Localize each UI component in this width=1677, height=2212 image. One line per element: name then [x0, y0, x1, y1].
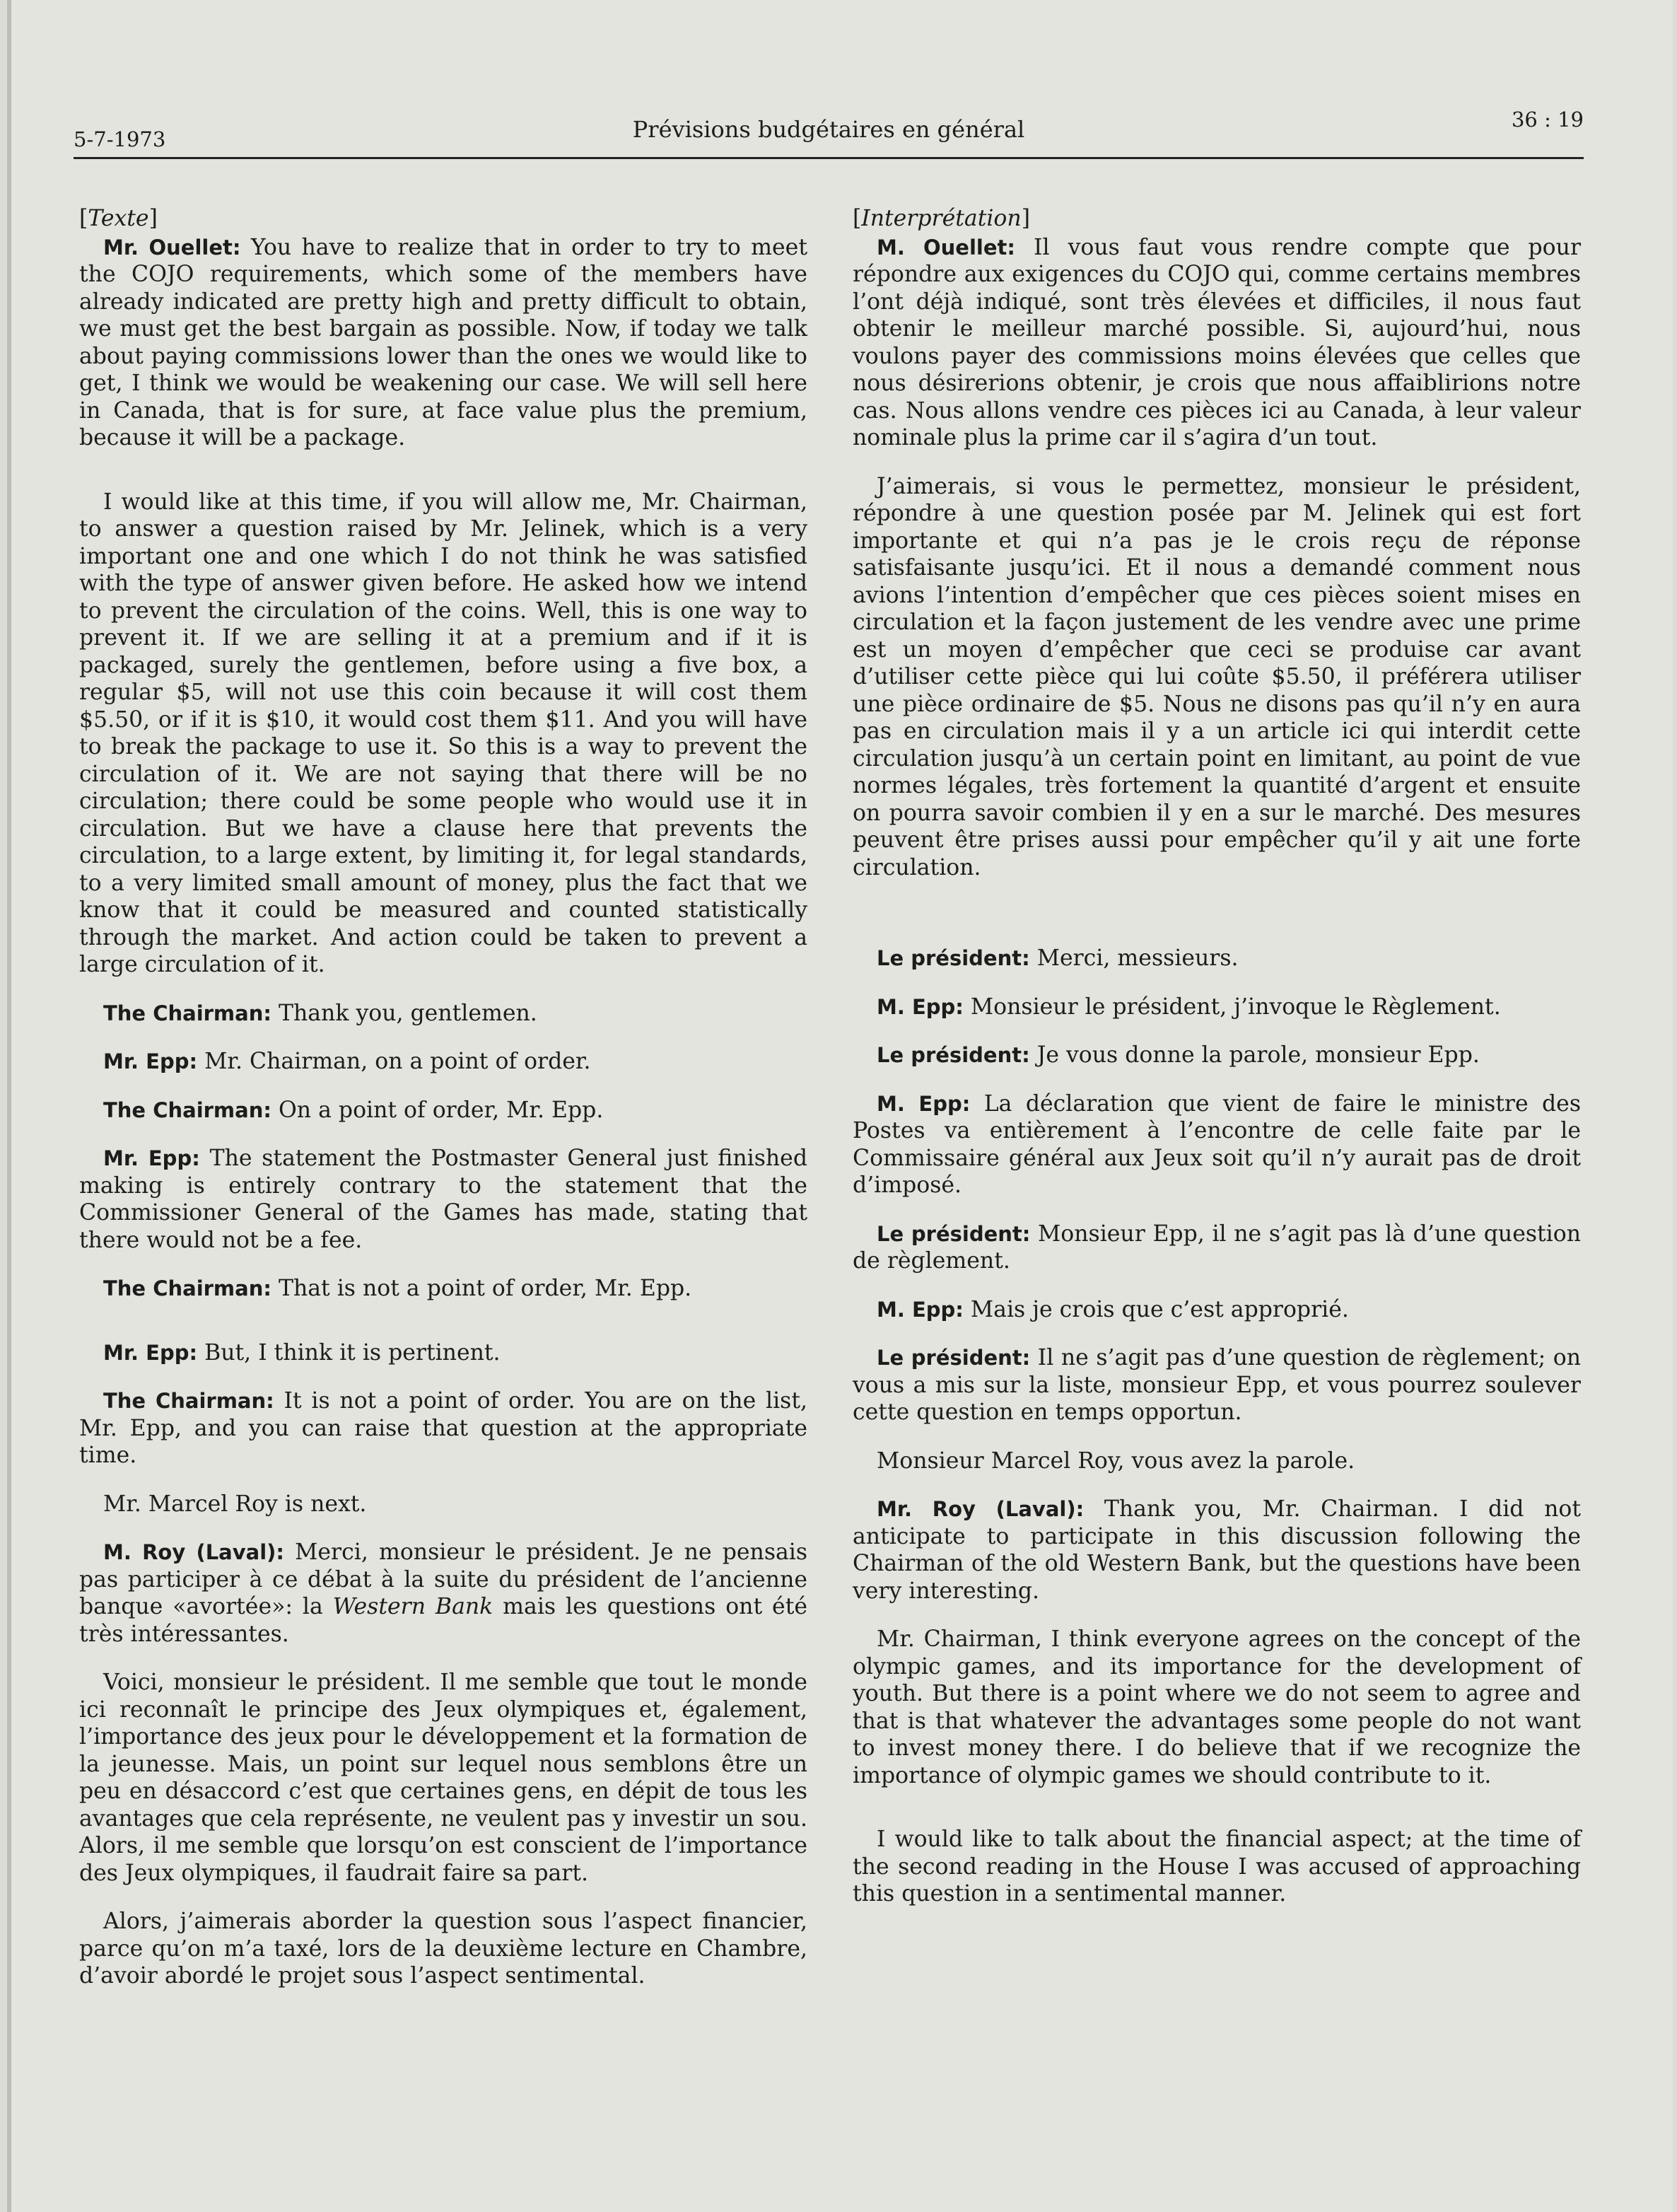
speaker-label: M. Ouellet: [877, 235, 1015, 260]
speaker-label: Le président: [877, 1221, 1031, 1246]
paragraph: J’aimerais, si vous le permettez, monsieur le président, répondre à une question posée par M. Jelinek qui est fort importante et qui n’a pas je le crois reçu de réponse satisfaisante jusqu’ici. Et il nous a demandé comment nous avions l’intention d’empêcher que ces pièces soient mises en circulation et la façon justement de les vendre avec une prime est un moyen d’empêcher que ceci se produise car avant d’utiliser cette pièce qui lui coûte $5.50, il préférera utiliser une pièce ordinaire de $5. Nous ne disons pas qu’il n’y en aura pas en circulation mais il y a un article ici qui interdit cette circulation jusqu’à un certain point en limitant, au point de vue normes légales, très fortement la quantité d’argent et ensuite on pourra savoir combien il y en a sur le marché. Des mesures peuvent être prises aussi pour empêcher qu’il y ait une forte circulation. [853, 473, 1581, 880]
paragraph: Le président: Il ne s’agit pas d’une question de règlement; on vous a mis sur la liste, monsieur Epp, et vous pourrez soulever cette question en temps opportun. [853, 1345, 1581, 1425]
column-tag: [Texte] [79, 206, 158, 231]
paragraph: Mr. Ouellet: You have to realize that in order to try to meet the COJO requirements, which some of the members have already indicated are pretty high and pretty difficult to obtain, we must get the best bargain as possible. Now, if today we talk about paying commissions lower than the ones we would like to get, I think we would be weakening our case. We will sell here in Canada, that is for sure, at face value plus the premium, because it will be a package. [79, 234, 807, 450]
paragraph: M. Epp: Monsieur le président, j’invoque le Règlement. [877, 994, 1501, 1020]
speaker-label: Mr. Ouellet: [103, 235, 241, 260]
paragraph: Mr. Chairman, I think everyone agrees on the concept of the olympic games, and its importance for the development of youth. But there is a point where we do not seem to agree and that is that whatever the advantages some people do not want to invest money there. I do believe that if we recognize the importance of olympic games we should contribute to it. [853, 1626, 1581, 1788]
paragraph: M. Ouellet: Il vous faut vous rendre compte que pour répondre aux exigences du COJO qui, comme certains membres l’ont déjà indiqué, sont très élevées et difficiles, il nous faut obtenir le meilleur marché possible. Si, aujourd’hui, nous voulons payer des commissions moins élevées que celles que nous désirerions obtenir, je crois que nous affaiblirions notre cas. Nous allons vendre ces pièces ici au Canada, à leur valeur nominale plus la prime car il s’agira d’un tout. [853, 234, 1581, 450]
paragraph: Mr. Epp: Mr. Chairman, on a point of order. [103, 1049, 591, 1074]
paragraph: Mr. Marcel Roy is next. [103, 1491, 367, 1517]
speaker-label: The Chairman: [103, 1098, 271, 1122]
speaker-label: Mr. Epp: [103, 1146, 200, 1170]
speaker-label: M. Epp: [877, 1091, 971, 1116]
header-page-number: 36 : 19 [1511, 107, 1584, 132]
speaker-label: The Chairman: [103, 1389, 274, 1413]
speaker-label: The Chairman: [103, 1001, 271, 1025]
paragraph: I would like at this time, if you will allow me, Mr. Chairman, to answer a question raised by Mr. Jelinek, which is a very important one and one which I do not think he was satisfied with the type of answer given before. He asked how we intend to prevent the circulation of the coins. Well, this is one way to prevent it. If we are selling it at a premium and if it is packaged, surely the gentlemen, before using a five box, a regular $5, will not use this coin because it will cost them $5.50, or if it is $10, it would cost them $11. And you will have to break the package to use it. So this is a way to prevent the circulation of it. We are not saying that there will be no circulation; there could be some people who would use it in circulation. But we have a clause here that prevents the circulation, to a large extent, by limiting it, for legal standards, to a very limited small amount of money, plus the fact that we know that it could be measured and counted statistically through the market. And action could be taken to prevent a large circulation of it. [79, 489, 807, 977]
paragraph: I would like to talk about the financial aspect; at the time of the second reading in the House I was accused of approaching this question in a sentimental manner. [853, 1827, 1581, 1907]
paragraph: Monsieur Marcel Roy, vous avez la parole. [877, 1448, 1355, 1474]
paragraph: M. Roy (Laval): Merci, monsieur le président. Je ne pensais pas participer à ce débat à la suite du président de l’ancienne banque «avortée»: la Western Bank mais les questions ont été très intéressantes. [79, 1539, 808, 1647]
header-date: 5-7-1973 [74, 127, 166, 151]
speaker-label: M. Epp: [877, 1297, 964, 1322]
paragraph: Mr. Epp: The statement the Postmaster General just finished making is entirely contrary to the statement that the Commissioner General of the Games has made, stating that there would not be a fee. [79, 1146, 807, 1253]
paragraph: The Chairman: On a point of order, Mr. Epp. [103, 1097, 604, 1123]
speaker-label: Mr. Epp: [103, 1049, 198, 1073]
speaker-label: M. Roy (Laval): [103, 1540, 285, 1564]
left-column-english [79, 205, 807, 2011]
column-tag: [Interprétation] [853, 206, 1030, 231]
paragraph: M. Epp: Mais je crois que c’est approprié. [877, 1296, 1349, 1322]
speaker-label: Le président: [877, 1043, 1030, 1067]
document-page [7, 0, 1673, 2212]
paragraph: Mr. Roy (Laval): Thank you, Mr. Chairman. I did not anticipate to participate in this discussion following the Chairman of the old Western Bank, but the questions have been very interesting. [853, 1496, 1581, 1604]
paragraph: Voici, monsieur le président. Il me semble que tout le monde ici reconnaît le principe des Jeux olympiques et, également, l’importance des jeux pour le développement et la formation de la jeunesse. Mais, un point sur lequel nous semblons être un peu en désaccord c’est que certaines gens, en dépit de tous les avantages que cela représente, ne veulent pas y investir un sou. Alors, il me semble que lorsqu’on est conscient de l’importance des Jeux olympiques, il faudrait faire sa part. [79, 1670, 807, 1886]
header-title: Prévisions budgétaires en général [632, 116, 1025, 143]
paragraph: M. Epp: La déclaration que vient de faire le ministre des Postes va entièrement à l’encontre de celle faite par le Commissaire général aux Jeux soit qu’il n’y aurait pas de droit d’imposé. [853, 1090, 1581, 1198]
page-header [74, 106, 1584, 159]
paragraph: The Chairman: Thank you, gentlemen. [103, 1000, 537, 1026]
speaker-label: Le président: [877, 1346, 1031, 1370]
paragraph: Alors, j’aimerais aborder la question sous l’aspect financier, parce qu’on m’a taxé, lors de la deuxième lecture en Chambre, d’avoir abordé le projet sous l’aspect sentimental. [79, 1909, 807, 1989]
paragraph: Mr. Epp: But, I think it is pertinent. [103, 1339, 501, 1366]
paragraph: The Chairman: That is not a point of order, Mr. Epp. [103, 1276, 692, 1301]
paragraph: Le président: Je vous donne la parole, monsieur Epp. [877, 1042, 1480, 1068]
paragraph: Le président: Monsieur Epp, il ne s’agit pas là d’une question de règlement. [853, 1221, 1581, 1274]
speaker-label: Mr. Epp: [103, 1340, 198, 1365]
speaker-label: The Chairman: [103, 1276, 271, 1300]
right-column-french [853, 205, 1581, 1929]
speaker-label: Le président: [877, 946, 1030, 970]
paragraph: Le président: Merci, messieurs. [877, 945, 1239, 971]
paragraph: The Chairman: It is not a point of order. You are on the list, Mr. Epp, and you can raise that question at the appropriate time. [79, 1388, 807, 1468]
speaker-label: Mr. Roy (Laval): [877, 1497, 1085, 1521]
speaker-label: M. Epp: [877, 994, 964, 1019]
